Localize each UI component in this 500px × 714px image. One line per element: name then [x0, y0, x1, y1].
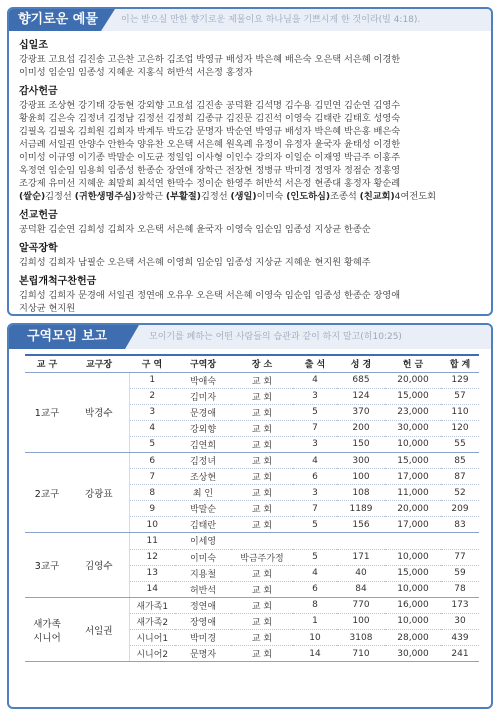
district-number-cell: 2 — [129, 388, 175, 404]
attendance-cell: 3 — [293, 485, 337, 501]
attendance-cell: 5 — [293, 517, 337, 533]
place-cell: 교 회 — [231, 485, 293, 501]
district-leader-cell: 박미경 — [175, 630, 231, 646]
place-cell: 교 회 — [231, 613, 293, 629]
bible-cell: 124 — [337, 388, 385, 404]
offering-cell: 30,000 — [385, 646, 441, 662]
place-cell: 교 회 — [231, 597, 293, 613]
place-cell: 교 회 — [231, 469, 293, 485]
place-cell: 교 회 — [231, 630, 293, 646]
offering-names-line: 김희성 김희자 문경애 서일권 정연애 오유우 오은택 서은혜 이영숙 임순임 임종성 한종순 장영애 — [19, 290, 401, 301]
column-header: 구 역 — [129, 355, 175, 372]
bible-cell: 100 — [337, 469, 385, 485]
attendance-cell: 4 — [293, 452, 337, 468]
district-leader-cell: 장영애 — [175, 613, 231, 629]
offering-names — [19, 53, 487, 79]
column-header: 장 소 — [231, 355, 293, 372]
place-cell: 박금주가정 — [231, 549, 293, 565]
district-number-cell: 3 — [129, 404, 175, 420]
total-cell — [441, 533, 479, 549]
offering-cell: 17,000 — [385, 517, 441, 533]
offering-reason: (친교회) — [359, 191, 395, 202]
offering-cell — [385, 533, 441, 549]
district-number-cell: 시니어2 — [129, 646, 175, 662]
offering-cell: 10,000 — [385, 613, 441, 629]
offering-cell: 28,000 — [385, 630, 441, 646]
kyogu-leader-cell: 김영수 — [69, 533, 129, 597]
offering-reason: (인도하심) — [286, 191, 331, 202]
district-report-verse: 모이기를 폐하는 어떤 사람들의 습관과 같이 하지 말고(히10:25) — [149, 332, 402, 342]
offering-cell: 20,000 — [385, 501, 441, 517]
attendance-cell: 8 — [293, 597, 337, 613]
total-cell: 110 — [441, 404, 479, 420]
district-number-cell: 새가족2 — [129, 613, 175, 629]
bible-cell: 108 — [337, 485, 385, 501]
offerings-title: 향기로운 예물 — [9, 9, 101, 31]
place-cell: 교 회 — [231, 388, 293, 404]
district-leader-cell: 김태란 — [175, 517, 231, 533]
offering-names-line: 김필옥 김필옥 김희원 김희자 박계두 박도감 문명자 박순연 박영규 배성자 박은혜 박은홍 배은숙 — [19, 126, 401, 137]
attendance-cell: 4 — [293, 372, 337, 388]
district-number-cell: 새가족1 — [129, 597, 175, 613]
offering-cell: 10,000 — [385, 436, 441, 452]
bible-cell: 370 — [337, 404, 385, 420]
offering-reason-name: 김정선 — [200, 191, 231, 202]
total-cell: 30 — [441, 613, 479, 629]
attendance-cell: 14 — [293, 646, 337, 662]
offering-cell: 10,000 — [385, 549, 441, 565]
offering-reason-name: 4여전도회 — [394, 191, 437, 202]
offering-names-line: 옥정연 임순임 임용희 임종성 한종순 장연애 장학근 전장현 정병규 박미경 정영자 정점순 정홍영 — [19, 165, 401, 176]
district-number-cell: 7 — [129, 469, 175, 485]
district-report-header — [9, 325, 491, 349]
district-number-cell: 6 — [129, 452, 175, 468]
offering-names — [19, 256, 487, 269]
bible-cell: 3108 — [337, 630, 385, 646]
offering-group-heading: 십일조 — [19, 40, 48, 51]
place-cell: 교 회 — [231, 565, 293, 581]
total-cell: 87 — [441, 469, 479, 485]
kyogu-cell: 새가족 시니어 — [25, 597, 69, 661]
total-cell: 209 — [441, 501, 479, 517]
offering-cell: 23,000 — [385, 404, 441, 420]
offering-names — [19, 289, 487, 315]
total-cell: 173 — [441, 597, 479, 613]
attendance-cell — [293, 533, 337, 549]
bible-cell: 171 — [337, 549, 385, 565]
district-leader-cell: 박말순 — [175, 501, 231, 517]
attendance-cell: 3 — [293, 436, 337, 452]
offering-group — [19, 39, 487, 79]
bible-cell: 685 — [337, 372, 385, 388]
offering-cell: 17,000 — [385, 469, 441, 485]
bible-cell — [337, 533, 385, 549]
offering-names-line: 황윤희 김은숙 김정녀 김정남 김정선 김정희 김종규 김진문 김진석 이영숙 김태란 김태호 성영숙 — [19, 113, 401, 124]
district-leader-cell: 조상현 — [175, 469, 231, 485]
bible-cell: 770 — [337, 597, 385, 613]
place-cell: 교 회 — [231, 404, 293, 420]
bible-cell: 1189 — [337, 501, 385, 517]
offering-names-line: 이미성 이규영 이기종 박말순 이도균 정일임 이사형 이인수 강의자 이일순 이재영 박금주 이홍주 — [19, 152, 401, 163]
place-cell: 교 회 — [231, 517, 293, 533]
bible-cell: 156 — [337, 517, 385, 533]
table-row — [25, 452, 479, 468]
district-leader-cell: 김미자 — [175, 388, 231, 404]
offering-reason: (생일) — [230, 191, 257, 202]
district-leader-cell: 강외향 — [175, 420, 231, 436]
district-number-cell: 12 — [129, 549, 175, 565]
offering-group-heading: 알곡장학 — [19, 243, 58, 254]
offering-names-line: 이미성 임순임 임종성 지혜운 지홍식 허반석 서은정 홍정자 — [19, 67, 253, 78]
offerings-body — [19, 39, 487, 321]
district-number-cell: 9 — [129, 501, 175, 517]
offering-names-line: 공덕환 김순연 김희성 김희자 오은택 서은혜 윤국자 이영숙 임순임 임종성 지상균 한종순 — [19, 224, 371, 235]
total-cell: 57 — [441, 388, 479, 404]
offering-group — [19, 275, 487, 315]
district-number-cell: 1 — [129, 372, 175, 388]
total-cell: 52 — [441, 485, 479, 501]
offering-cell: 15,000 — [385, 565, 441, 581]
column-header: 합 계 — [441, 355, 479, 372]
total-cell: 241 — [441, 646, 479, 662]
district-number-cell: 14 — [129, 581, 175, 597]
district-number-cell: 시니어1 — [129, 630, 175, 646]
attendance-cell: 1 — [293, 613, 337, 629]
district-number-cell: 11 — [129, 533, 175, 549]
place-cell — [231, 533, 293, 549]
district-leader-cell: 허반석 — [175, 581, 231, 597]
district-report-title: 구역모임 보고 — [9, 325, 125, 349]
bible-cell: 710 — [337, 646, 385, 662]
district-number-cell: 13 — [129, 565, 175, 581]
column-header: 헌 금 — [385, 355, 441, 372]
place-cell: 교 회 — [231, 420, 293, 436]
total-cell: 83 — [441, 517, 479, 533]
bible-cell: 100 — [337, 613, 385, 629]
total-cell: 129 — [441, 372, 479, 388]
table-row — [25, 597, 479, 613]
district-report-table — [25, 354, 479, 662]
district-leader-cell: 김정녀 — [175, 452, 231, 468]
place-cell: 교 회 — [231, 581, 293, 597]
offering-reason: (쌀순) — [19, 191, 46, 202]
district-leader-cell: 문경애 — [175, 404, 231, 420]
district-number-cell: 8 — [129, 485, 175, 501]
attendance-cell: 4 — [293, 565, 337, 581]
district-leader-cell: 박애숙 — [175, 372, 231, 388]
place-cell: 교 회 — [231, 372, 293, 388]
column-header: 성 경 — [337, 355, 385, 372]
column-header: 구역장 — [175, 355, 231, 372]
district-leader-cell: 이세영 — [175, 533, 231, 549]
district-number-cell: 4 — [129, 420, 175, 436]
offerings-section — [7, 7, 493, 316]
kyogu-cell: 2교구 — [25, 452, 69, 532]
district-leader-cell: 이미숙 — [175, 549, 231, 565]
offering-names-line: 강광표 고요섭 김진송 고은찬 고은하 김조업 박영규 배성자 박은혜 배은숙 오은택 서은혜 이경한 — [19, 54, 401, 65]
attendance-cell: 7 — [293, 501, 337, 517]
district-report-section — [7, 323, 493, 709]
attendance-cell: 6 — [293, 581, 337, 597]
offering-cell: 15,000 — [385, 388, 441, 404]
offering-reason: (귀한생명주심) — [74, 191, 137, 202]
offering-cell: 16,000 — [385, 597, 441, 613]
place-cell: 교 회 — [231, 452, 293, 468]
table-row — [25, 533, 479, 549]
bible-cell: 84 — [337, 581, 385, 597]
offering-names-line: 김희성 김희자 남필순 오은택 서은혜 이영희 임순임 임종성 지상균 지혜운 현지원 황혜주 — [19, 257, 371, 268]
place-cell: 교 회 — [231, 646, 293, 662]
district-leader-cell: 김연희 — [175, 436, 231, 452]
total-cell: 120 — [441, 420, 479, 436]
offering-cell: 11,000 — [385, 485, 441, 501]
offering-reason-name: 장학근 — [136, 191, 166, 202]
district-number-cell: 10 — [129, 517, 175, 533]
offering-cell: 30,000 — [385, 420, 441, 436]
bible-cell: 200 — [337, 420, 385, 436]
district-leader-cell: 정연애 — [175, 597, 231, 613]
offering-cell: 20,000 — [385, 372, 441, 388]
column-header: 교 구 — [25, 355, 69, 372]
district-leader-cell: 최 인 — [175, 485, 231, 501]
total-cell: 59 — [441, 565, 479, 581]
place-cell: 교 회 — [231, 501, 293, 517]
attendance-cell: 5 — [293, 404, 337, 420]
offering-names — [19, 99, 487, 203]
attendance-cell: 3 — [293, 388, 337, 404]
column-header: 교구장 — [69, 355, 129, 372]
table-body — [25, 372, 479, 662]
district-number-cell: 5 — [129, 436, 175, 452]
offering-cell: 15,000 — [385, 452, 441, 468]
bible-cell: 300 — [337, 452, 385, 468]
offering-reason-name: 김정선 — [45, 191, 75, 202]
kyogu-leader-cell: 서일권 — [69, 597, 129, 661]
attendance-cell: 5 — [293, 549, 337, 565]
offering-reason-name: 이미숙 — [256, 191, 287, 202]
table-header-row — [25, 355, 479, 372]
column-header: 출 석 — [293, 355, 337, 372]
kyogu-leader-cell: 강광표 — [69, 452, 129, 532]
kyogu-leader-cell: 박경수 — [69, 372, 129, 452]
kyogu-cell: 1교구 — [25, 372, 69, 452]
offering-group — [19, 85, 487, 203]
offering-group-heading: 선교헌금 — [19, 210, 58, 221]
offering-names — [19, 223, 487, 236]
district-leader-cell: 문명자 — [175, 646, 231, 662]
offering-names-line: 강광표 조상현 강기태 강동현 강외향 고요섭 김진송 공덕환 김석명 김수용 김민연 김순연 김영수 — [19, 100, 401, 111]
offerings-header — [9, 9, 491, 31]
total-cell: 77 — [441, 549, 479, 565]
offering-names-line: 조강제 유미선 지혜운 최말희 최석연 한막수 정이순 한영주 허반석 서은정 현종대 홍정자 황순례 — [19, 178, 401, 189]
attendance-cell: 7 — [293, 420, 337, 436]
table-row — [25, 372, 479, 388]
bible-cell: 40 — [337, 565, 385, 581]
offering-names-line: 지상균 현지원 — [19, 303, 76, 314]
total-cell: 85 — [441, 452, 479, 468]
offering-group — [19, 242, 487, 269]
district-leader-cell: 지용철 — [175, 565, 231, 581]
total-cell: 439 — [441, 630, 479, 646]
offering-reason-name: 조종석 — [330, 191, 360, 202]
bible-cell: 150 — [337, 436, 385, 452]
total-cell: 78 — [441, 581, 479, 597]
offering-group-heading: 감사헌금 — [19, 86, 58, 97]
offering-reason: (부활절) — [165, 191, 201, 202]
attendance-cell: 10 — [293, 630, 337, 646]
kyogu-cell: 3교구 — [25, 533, 69, 597]
offerings-verse: 이는 받으실 만한 향기로운 제물이요 하나님을 기쁘시게 한 것이라(빌 4:18). — [121, 15, 421, 25]
offering-names-line: 서금례 서일권 안양수 안한숙 양유찬 오은택 서은혜 원옥례 유정이 유정자 윤국자 윤태성 이경한 — [19, 139, 401, 150]
total-cell: 55 — [441, 436, 479, 452]
place-cell: 교 회 — [231, 436, 293, 452]
attendance-cell: 6 — [293, 469, 337, 485]
offering-group — [19, 209, 487, 236]
offering-cell: 10,000 — [385, 581, 441, 597]
offering-group-heading: 본립개척구찬헌금 — [19, 276, 97, 287]
